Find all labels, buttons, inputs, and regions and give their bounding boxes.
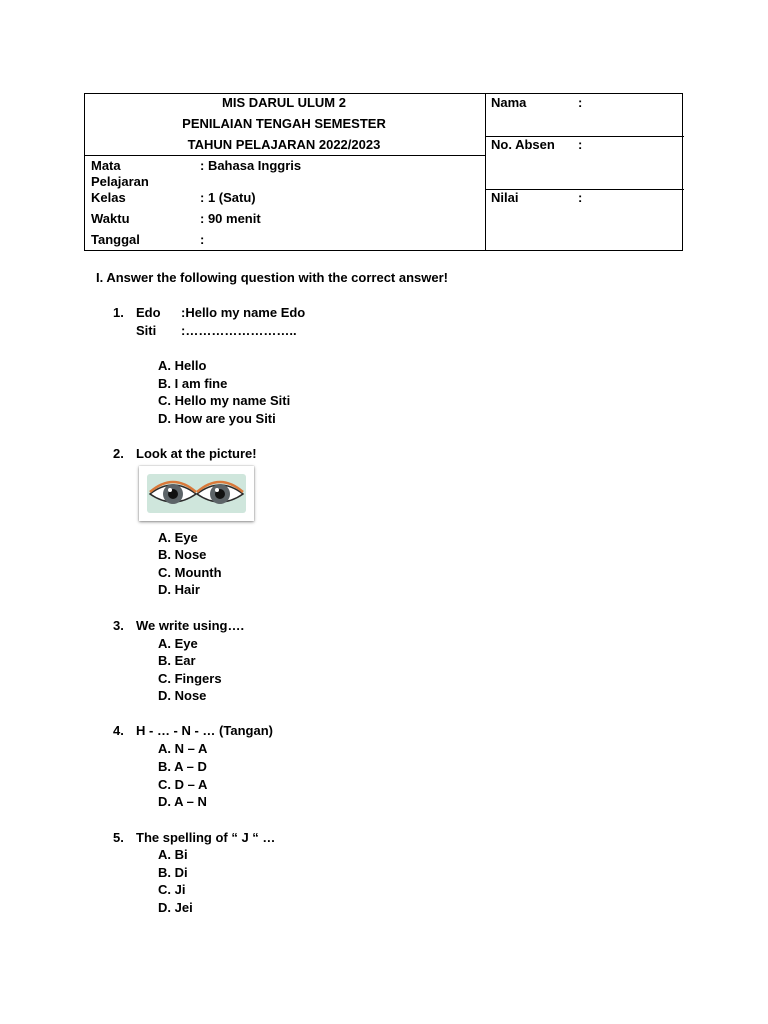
- question-text: We write using….: [136, 618, 245, 633]
- name-label: Nama: [491, 95, 527, 110]
- eyes-picture: [139, 466, 254, 521]
- subject-label-2: Pelajaran: [91, 174, 149, 189]
- eyes-icon: [147, 474, 246, 513]
- absen-label: No. Absen: [491, 137, 555, 152]
- time-value: : 90 menit: [200, 211, 261, 226]
- date-label: Tanggal: [91, 232, 140, 247]
- answer-option: A. Eye: [158, 636, 198, 651]
- exam-title: PENILAIAN TENGAH SEMESTER: [182, 116, 386, 131]
- table-divider: [85, 155, 485, 156]
- answer-option: C. Ji: [158, 882, 186, 897]
- score-label: Nilai: [491, 190, 519, 205]
- section-title: I. Answer the following question with the correct answer!: [96, 270, 449, 285]
- question-text: The spelling of “ J “ …: [136, 830, 276, 845]
- question-number: 4.: [113, 723, 124, 738]
- answer-option: D. How are you Siti: [158, 411, 276, 426]
- class-label: Kelas: [91, 190, 126, 205]
- subject-value: : Bahasa Inggris: [200, 158, 302, 173]
- answer-option: B. I am fine: [158, 376, 228, 391]
- answer-option: C. Fingers: [158, 671, 222, 686]
- answer-option: A. Bi: [158, 847, 188, 862]
- answer-option: D. Nose: [158, 688, 207, 703]
- score-field: :: [578, 190, 583, 205]
- answer-option: B. Nose: [158, 547, 207, 562]
- answer-option: B. Ear: [158, 653, 196, 668]
- question-number: 2.: [113, 446, 124, 461]
- answer-option: A. Eye: [158, 530, 198, 545]
- question-number: 3.: [113, 618, 124, 633]
- answer-option: D. A – N: [158, 794, 207, 809]
- question-number: 5.: [113, 830, 124, 845]
- answer-option: B. Di: [158, 865, 188, 880]
- absen-field: :: [578, 137, 583, 152]
- date-value: :: [200, 232, 205, 247]
- question-text: Look at the picture!: [136, 446, 257, 461]
- table-divider: [485, 94, 486, 250]
- question-number: 1.: [113, 305, 124, 320]
- answer-option: C. D – A: [158, 777, 208, 792]
- answer-option: C. Mounth: [158, 565, 222, 580]
- dialogue-blank: :……………………..: [181, 323, 297, 338]
- class-value: : 1 (Satu): [200, 190, 256, 205]
- answer-option: A. N – A: [158, 741, 208, 756]
- answer-option: B. A – D: [158, 759, 207, 774]
- dialogue-speaker: Edo: [136, 305, 161, 320]
- time-label: Waktu: [91, 211, 130, 226]
- school-year: TAHUN PELAJARAN 2022/2023: [187, 137, 381, 152]
- question-text: H - … - N - … (Tangan): [136, 723, 273, 738]
- answer-option: D. Hair: [158, 582, 200, 597]
- answer-option: C. Hello my name Siti: [158, 393, 291, 408]
- answer-option: A. Hello: [158, 358, 207, 373]
- name-field: :: [578, 95, 583, 110]
- subject-label: Mata: [91, 158, 121, 173]
- school-name: MIS DARUL ULUM 2: [222, 95, 346, 110]
- dialogue-line: :Hello my name Edo: [181, 305, 306, 320]
- answer-option: D. Jei: [158, 900, 193, 915]
- dialogue-speaker: Siti: [136, 323, 157, 338]
